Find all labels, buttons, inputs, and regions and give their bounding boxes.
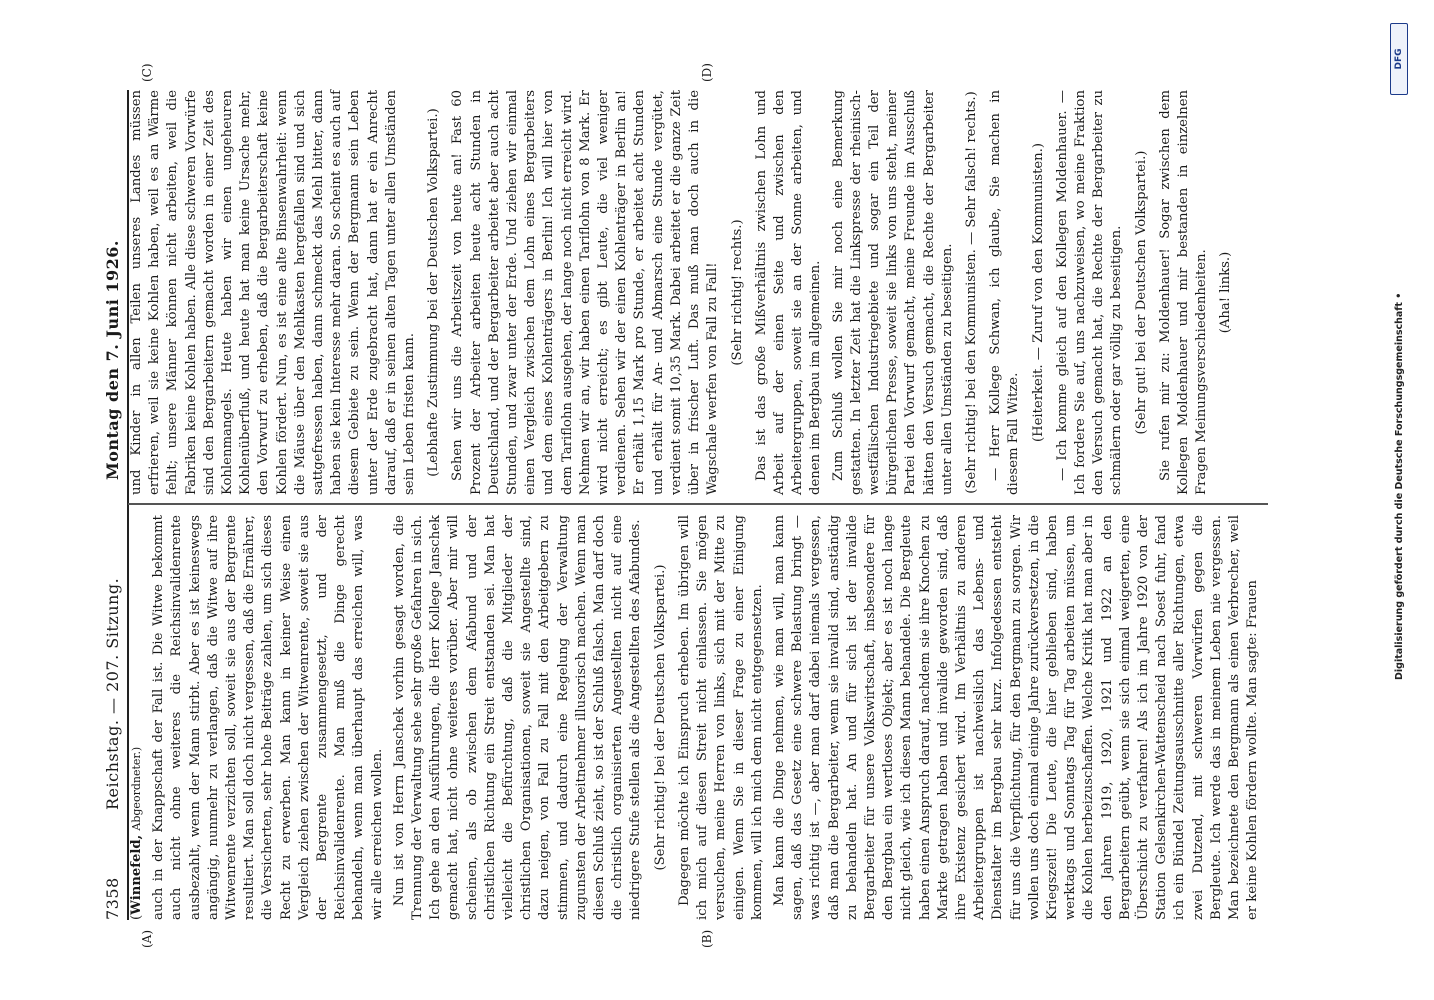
- left-column: [128, 515, 1266, 920]
- left-paragraph-1: auch in der Knappschaft der Fall ist. Die Witwe bekommt auch nicht ohne weiteres die Reichsinvalidenrente ausbezahlt, wenn der Mann stirbt. Aber es ist keineswegs angängig, nunmehr zu verlangen, daß die Witwe auf ihre Witwenrente verzichten soll, soweit sie aus der Bergrente resultiert. Man soll doch nicht vergessen, daß die Ernährer, die Versicherten, sehr hohe Beiträge zahlen, um sich dieses Recht zu erwerben. Man kann in keiner Weise einen Vergleich ziehen zwischen der Witwenrente, soweit sie aus der Bergrente zusammengesetzt, und der Reichsinvalidenrente. Man muß die Dinge gerecht behandeln, wenn man überhaupt das erreichen will, was wir alle erreichen wollen.: [151, 515, 385, 920]
- right-paragraph-4: Zum Schluß wollen Sie mir noch eine Bemerkung gestatten. In letzter Zeit hat die Linkspresse der rheinisch-westfälischen Industriegebiete und sogar ein Teil der bürgerlichen Presse, soweit sie links von uns steht, meiner Partei den Vorwurf gemacht, meine Freunde im Ausschuß hätten den Versuch gemacht, die Rechte der Bergarbeiter unter allen Umständen zu beseitigen.: [830, 90, 955, 495]
- credit-text: Digitalisierung gefördert durch die Deutsche Forschungsgemeinschaft •: [1394, 292, 1405, 680]
- margin-mark-d: (D): [700, 63, 714, 82]
- right-paragraph-2: Sehen wir uns die Arbeitszeit von heute an! Fast 60 Prozent der Arbeiter arbeiten heute acht Stunden in Deutschland, und der Bergarbeiter arbeitet aber auch acht Stunden, und zwar unter der Erde. Und ziehen wir einmal einen Vergleich zwischen dem Lohn eines Bergarbeiters und dem eines Kohlenträgers in Berlin! Ich will hier von dem Tariflohn ausgehen, der lange noch nicht erreicht wird. Nehmen wir an, wir haben einen Tariflohn von 8 Mark. Er wird nicht erreicht; es gibt Leute, die viel weniger verdienen. Sehen wir der einen Kohlenträger in Berlin an! Er erhält 1,15 Mark pro Stunde, er arbeitet acht Stunden und erhält für An- und Abmarsch eine Stunde vergütet, verdient somit 10,35 Mark. Dabei arbeitet er die ganze Zeit über in frischer Luft. Das muß man doch auch in die Wagschale werfen von Fall zu Fall!: [450, 90, 721, 495]
- speaker-prefix: (: [129, 914, 144, 920]
- page-number: 7358: [103, 877, 122, 920]
- right-applause-1: (Lebhafte Zustimmung bei der Deutschen Volkspartei.): [426, 108, 442, 477]
- speaker-role: Abgeordneter.): [130, 746, 143, 831]
- digitization-credit: [1382, 0, 1422, 1000]
- right-interjection-1: (Sehr richtig! bei den Kommunisten. — Sehr falsch! rechts.): [963, 91, 979, 494]
- session-title: Reichstag. — 207. Sitzung.: [103, 577, 122, 810]
- right-paragraph-5: — Herr Kollege Schwan, ich glaube, Sie machen in diesem Fall Witze.: [988, 90, 1022, 495]
- right-paragraph-6: — Ich komme gleich auf den Kollegen Moldenhauer. — Ich fordere Sie auf, uns nachzuweisen, wo meine Fraktion den Versuch gemacht hat, die Rechte der Bergarbeiter zu schmälern oder gar völlig zu beseitigen.: [1054, 90, 1125, 495]
- column-divider: [128, 504, 1268, 506]
- right-applause-3: (Sehr gut! bei der Deutschen Volkspartei.): [1133, 150, 1149, 435]
- margin-mark-a: (A): [140, 929, 154, 948]
- dfg-logo: DFG: [1390, 23, 1408, 95]
- page-header: [95, 90, 127, 920]
- right-paragraph-3: Das ist das große Mißverhältnis zwischen Lohn und Arbeit auf der einen Seite und zwischen den Arbeitergruppen, soweit sie an der Sonne arbeiten, und denen im Bergbau im allgemeinen.: [753, 90, 824, 495]
- speaker-name: Winnefeld,: [129, 834, 144, 915]
- right-column: [128, 90, 1242, 495]
- left-paragraph-3: Dagegen möchte ich Einspruch erheben. Im übrigen will ich mich auf diesen Streit nicht einlassen. Sie mögen versuchen, meine Herren von links, sich mit der Mitte zu einigen. Wenn Sie in dieser Frage zu einer Einigung kommen, will ich mich dem nicht entgegensetzen.: [676, 515, 765, 920]
- margin-mark-c: (C): [140, 63, 154, 82]
- speaker-line: [128, 515, 146, 920]
- right-paragraph-7: Sie rufen mir zu: Moldenhauer! Sogar zwischen dem Kollegen Moldenhauer und mir bestanden in einzelnen Fragen Meinungsverschiedenheiten.: [1157, 90, 1210, 495]
- session-date: Montag den 7. Juni 1926.: [103, 240, 122, 480]
- left-paragraph-2: Nun ist von Herrn Janschek vorhin gesagt worden, die Trennung der Verwaltung sehe sehr große Gefahren in sich. Ich gehe an den Ausführungen, die Herr Kollege Janschek gemacht hat, nicht ohne weiteres vorüber. Aber mir will scheinen, als ob zwischen dem Afabund und der christlichen Richtung ein Streit entstanden sei. Man hat vielleicht die Befürchtung, daß die Mitglieder der christlichen Organisationen, soweit sie Angestellte sind, dazu neigen, von Fall zu Fall mit den Arbeitgebern zu stimmen, und dadurch eine Regelung der Verwaltung zugunsten der Arbeitnehmer illusorisch machen. Wenn man diesen Schluß zieht, so ist der Schluß falsch. Man darf doch die christlich organisierten Angestellten nicht auf eine niedrigere Stufe stellen als die Angestellten des Afabundes.: [391, 515, 644, 920]
- left-paragraph-4: Man kann die Dinge nehmen, wie man will, man kann sagen, daß das Gesetz eine schwere Belastung bringt — was richtig ist —, aber man darf dabei niemals vergessen, daß man die Bergarbeiter, wenn sie invalid sind, anständig zu behandeln hat. An und für sich ist der invalide Bergarbeiter für unsere Volkswirtschaft, insbesondere für den Bergbau ein wertloses Objekt; aber es ist noch lange nicht gleich, wie ich diesen Mann behandele. Die Bergleute haben einen Anspruch darauf, nachdem sie ihre Knochen zu Markte getragen haben und invalide geworden sind, daß ihre Existenz gesichert wird. Im Verhältnis zu anderen Arbeitergruppen ist nachweislich das Lebens- und Dienstalter im Bergbau sehr kurz. Infolgedessen entsteht für uns die Verpflichtung, für den Bergmann zu sorgen. Wir wollen uns doch einmal einige Jahre zurückversetzen, in die Kriegszeit! Die Leute, die hier geblieben sind, haben werktags und Sonntags Tag für Tag arbeiten müssen, um die Kohlen herbeizuschaffen. Welche Kritik hat man aber in den Jahren 1919, 1920, 1921 und 1922 an den Bergarbeitern geübt, wenn sie sich einmal weigerten, eine Überschicht zu verfahren! Als ich im Jahre 1920 von der Station Gelsenkirchen-Wattenscheid nach Soest fuhr, fand ich ein Bündel Zeitungsausschnitte aller Richtungen, etwa zwei Dutzend, mit schweren Vorwürfen gegen die Bergleute. Ich werde das in meinem Leben nie vergessen. Man bezeichnete den Bergmann als einen Verbrecher, weil er keine Kohlen fördern wollte. Man sagte: Frauen: [771, 515, 1261, 920]
- right-interjection-2: (Heiterkeit. — Zuruf von den Kommunisten.): [1030, 142, 1046, 443]
- right-interjection-3: (Aha! links.): [1218, 251, 1234, 334]
- left-applause-1: (Sehr richtig! bei der Deutschen Volkspartei.): [652, 564, 668, 871]
- right-applause-2: (Sehr richtig! rechts.): [729, 219, 745, 366]
- right-paragraph-1: und Kinder in allen Teilen unseres Landes müssen erfrieren, weil sie keine Kohlen haben, weil es an Wärme fehlt; unsere Männer können nicht arbeiten, weil die Fabriken keine Kohlen haben. Alle diese schweren Vorwürfe sind den Bergarbeitern gemacht worden in einer Zeit des Kohlenmangels. Heute haben wir einen ungeheuren Kohlenüberfluß, und heute hat man keine Ursache mehr, den Vorwurf zu erheben, daß die Bergarbeiterschaft keine Kohlen fördert. Nun, es ist eine alte Binsenwahrheit: wenn die Mäuse über den Mehlkasten hergefallen sind und sich sattgefressen haben, dann schmeckt das Mehl bitter, dann haben sie kein Interesse mehr daran. So scheint es auch auf diesem Gebiete zu sein. Wenn der Bergmann sein Leben unter der Erde zugebracht hat, dann hat er ein Anrecht darauf, daß er in seinen alten Tagen unter allen Umständen sein Leben fristen kann.: [129, 90, 418, 495]
- margin-mark-b: (B): [700, 929, 714, 948]
